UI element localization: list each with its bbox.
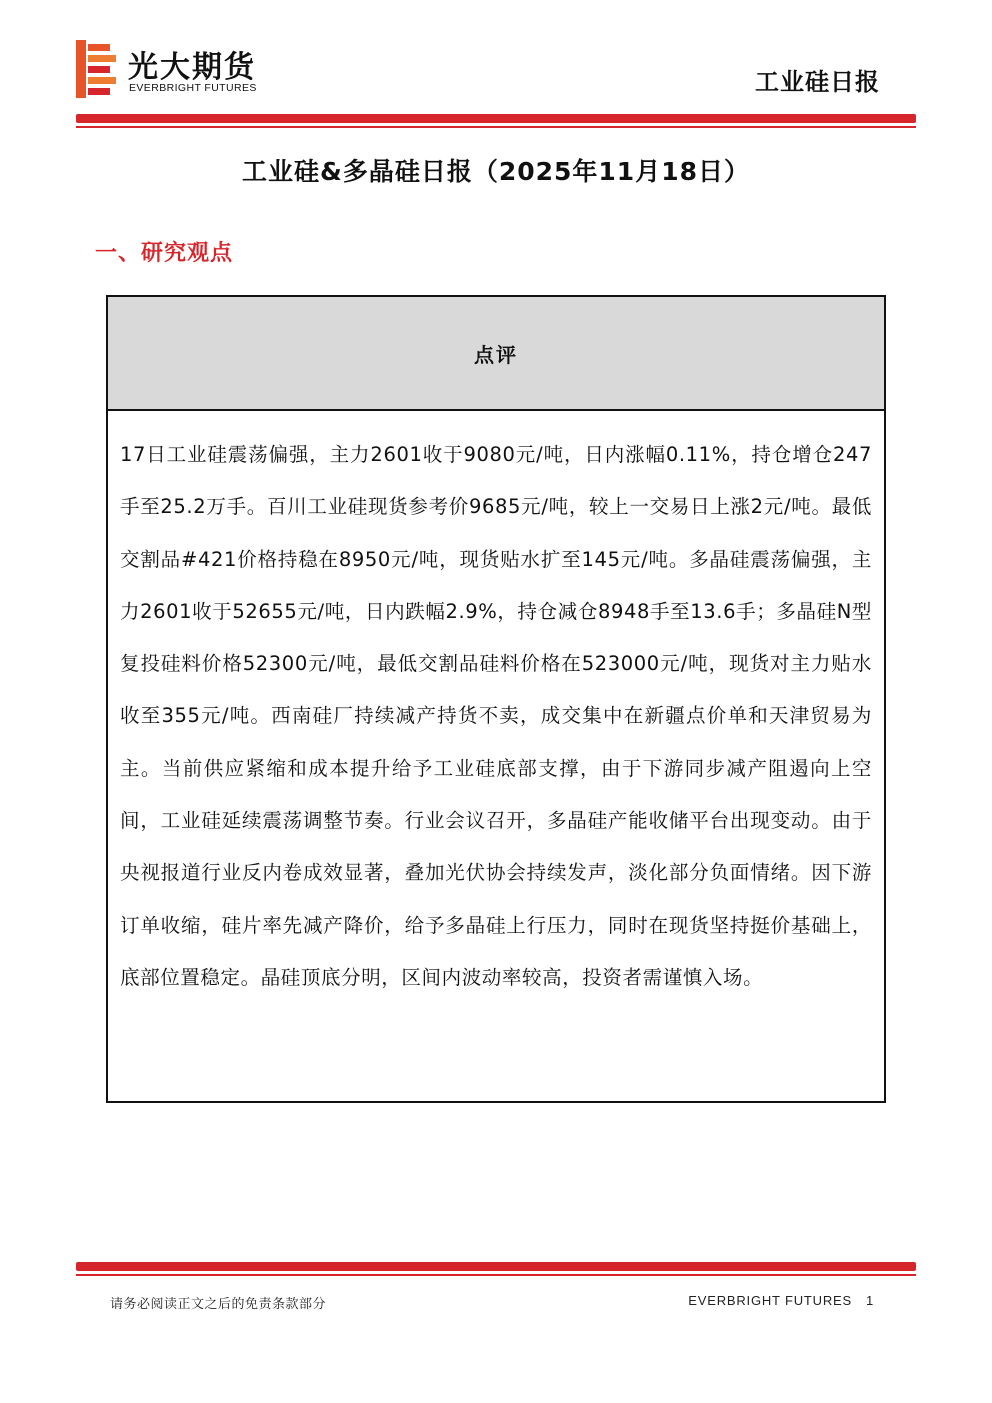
company-logo <box>76 40 286 102</box>
logo-chinese-name: 光大期货 <box>128 50 256 85</box>
footer-brand: EVERBRIGHT FUTURES <box>688 1293 852 1308</box>
header-divider <box>76 114 916 130</box>
footer-brand-page <box>688 1293 874 1308</box>
review-table-header: 点评 <box>108 297 884 411</box>
logo-english-name: EVERBRIGHT FUTURES <box>129 82 257 94</box>
document-title: 工业硅&多晶硅日报（2025年11月18日） <box>242 157 750 186</box>
footer-disclaimer: 请务必阅读正文之后的免责条款部分 <box>110 1297 327 1312</box>
page-number: 1 <box>865 1293 874 1308</box>
footer-divider <box>76 1262 916 1278</box>
everbright-logo-icon <box>76 40 118 98</box>
review-text: 17日工业硅震荡偏强，主力2601收于9080元/吨，日内涨幅0.11%，持仓增仓247手至25.2万手。百川工业硅现货参考价9685元/吨，较上一交易日上涨2元/吨。最低交割品#421价格持稳在8950元/吨，现货贴水扩至145元/吨。多晶硅震荡偏强，主力2601收于52655元/吨，日内跌幅2.9%，持仓减仓8948手至13.6手；多晶硅N型复投硅料价格52300元/吨，最低交割品硅料价格在523000元/吨，现货对主力贴水收至355元/吨。西南硅厂持续减产持货不卖，成交集中在新疆点价单和天津贸易为主。当前供应紧缩和成本提升给予工业硅底部支撑，由于下游同步减产阻遏向上空间，工业硅延续震荡调整节奏。行业会议召开，多晶硅产能收储平台出现变动。由于央视报道行业反内卷成效显著，叠加光伏协会持续发声，淡化部分负面情绪。因下游订单收缩，硅片率先减产降价，给予多晶硅上行压力，同时在现货坚持挺价基础上，底部位置稳定。晶硅顶底分明，区间内波动率较高，投资者需谨慎入场。 <box>120 443 872 989</box>
report-name: 工业硅日报 <box>755 68 880 96</box>
review-table <box>106 295 886 1103</box>
section-heading: 一、研究观点 <box>95 241 234 266</box>
